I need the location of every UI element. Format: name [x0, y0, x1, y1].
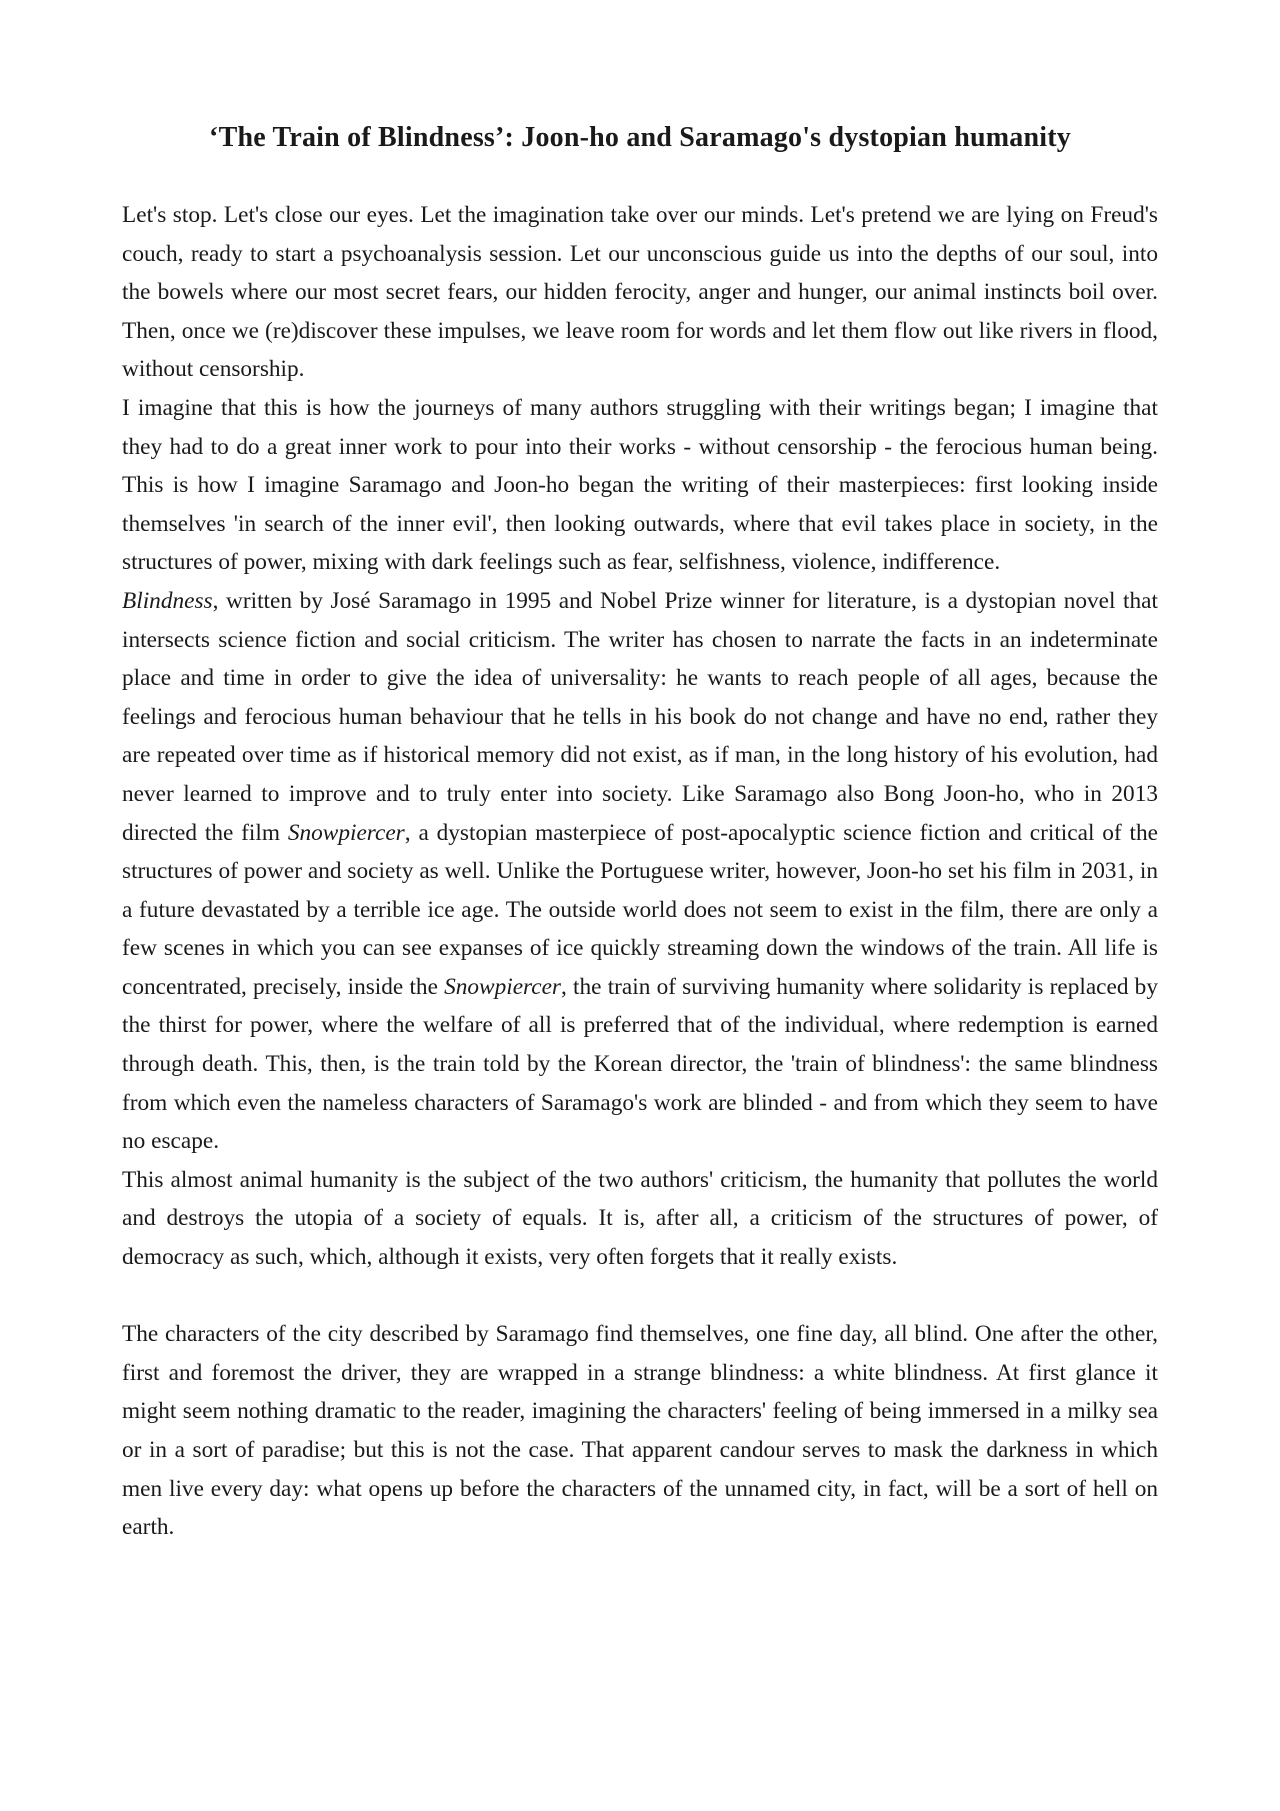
paragraph-text-segment: , a dystopian masterpiece of post-apocalyptic science fiction and critical of the structures of power and society as well. Unlike the Portuguese writer, however, Joon-ho set his film in 2031, in a future devastated by a terrible ice age. The outside world does not seem to exist in the film, there are only a few scenes in which you can see expanses of ice quickly streaming down the windows of the train. All life is concentrated, precisely, inside the — [122, 819, 1158, 1000]
paragraph-intro: Let's stop. Let's close our eyes. Let the imagination take over our minds. Let's pretend we are lying on Freud's couch, ready to start a psychoanalysis session. Let our unconscious guide us into the depths of our soul, into the bowels where our most secret fears, our hidden ferocity, anger and hunger, our animal instincts boil over. Then, once we (re)discover these impulses, we leave room for words and let them flow out like rivers in flood, without censorship. — [122, 202, 1158, 383]
film-title-snowpiercer: Snowpiercer — [444, 973, 562, 1000]
paragraph-white-blindness: The characters of the city described by Saramago find themselves, one fine day, all blind. One after the other, first and foremost the driver, they are wrapped in a strange blindness: a white blindness. At first glance it might seem nothing dramatic to the reader, imagining the characters' feeling of being immersed in a milky sea or in a sort of paradise; but this is not the case. That apparent candour serves to mask the darkness in which men live every day: what opens up before the characters of the unnamed city, in fact, will be a sort of hell on earth. — [122, 1321, 1158, 1541]
page-title: ‘The Train of Blindness’: Joon-ho and Saramago's dystopian humanity — [209, 122, 1071, 153]
paragraph-spacer — [122, 1277, 1158, 1316]
paragraph-criticism: This almost animal humanity is the subject of the two authors' criticism, the humanity that pollutes the world and destroys the utopia of a society of equals. It is, after all, a criticism of the structures of power, of democracy as such, which, although it exists, very often forgets that it really exists. — [122, 1166, 1158, 1271]
film-title-snowpiercer: Snowpiercer — [287, 819, 405, 846]
book-title-blindness: Blindness — [122, 587, 213, 614]
paragraph-blindness-snowpiercer — [122, 582, 1158, 1161]
paragraph-authors: I imagine that this is how the journeys of many authors struggling with their writings began; I imagine that they had to do a great inner work to pour into their works - without censorship - the ferocious human being. This is how I imagine Saramago and Joon-ho began the writing of their masterpieces: first looking inside themselves 'in search of the inner evil', then looking outwards, where that evil takes place in society, in the structures of power, mixing with dark feelings such as fear, selfishness, violence, indifference. — [122, 394, 1158, 576]
paragraph-text-segment: , written by José Saramago in 1995 and Nobel Prize winner for literature, is a dystopian novel that intersects science fiction and social criticism. The writer has chosen to narrate the facts in an indeterminate place and time in order to give the idea of universality: he wants to reach people of all ages, because the feelings and ferocious human behaviour that he tells in his book do not change and have no end, rather they are repeated over time as if historical memory did not exist, as if man, in the long history of his evolution, had never learned to improve and to truly enter into society. Like Saramago also Bong Joon-ho, who in 2013 directed the film — [122, 587, 1158, 846]
paragraph-text-segment: , the train of surviving humanity where solidarity is replaced by the thirst for power, where the welfare of all is preferred that of the individual, where redemption is earned through death. This, then, is the train told by the Korean director, the 'train of blindness': the same blindness from which even the nameless characters of Saramago's work are blinded - and from which they seem to have no escape. — [122, 973, 1158, 1155]
article-body — [122, 196, 1158, 1547]
